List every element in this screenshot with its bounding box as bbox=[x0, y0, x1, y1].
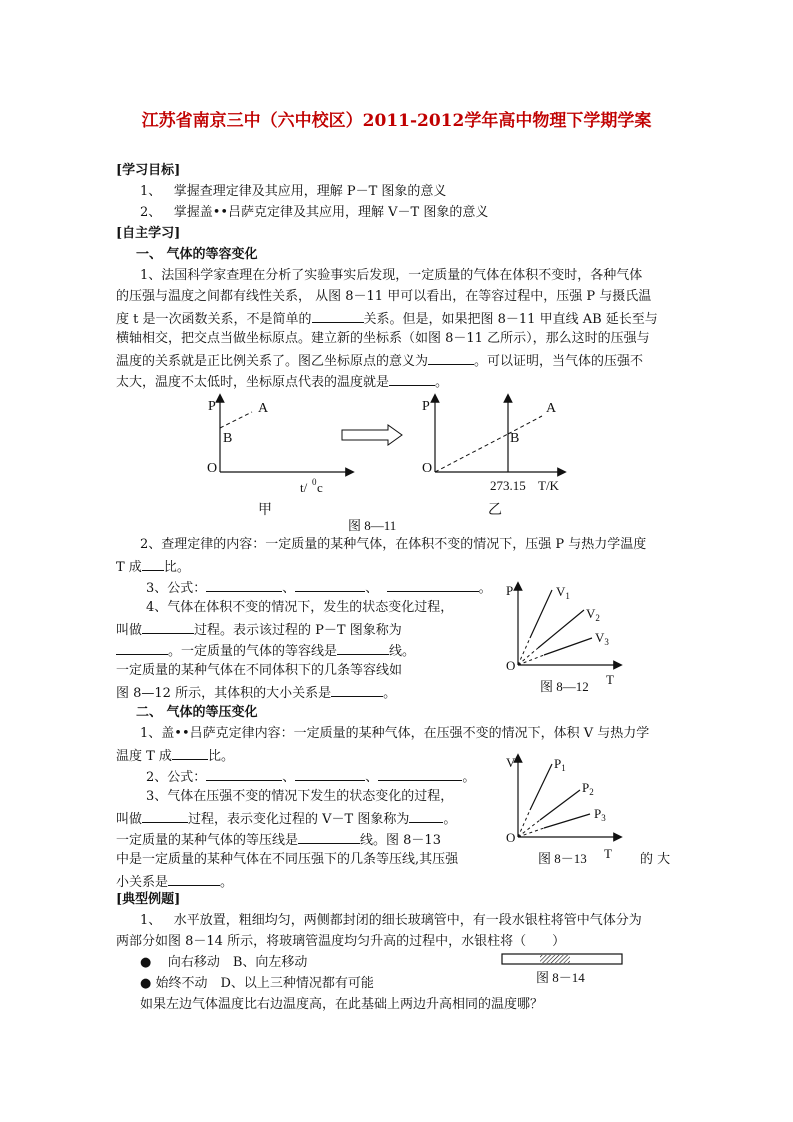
fig812-v2-line bbox=[538, 610, 584, 648]
part1-heading: 一、 气体的等容变化 bbox=[136, 247, 258, 262]
fig812-v1-dash bbox=[518, 638, 530, 665]
blank[interactable] bbox=[206, 766, 282, 781]
part1-p2-line2: T 成 比。 bbox=[116, 556, 190, 577]
fig813-p3-label: $P_3$ bbox=[594, 806, 606, 823]
blank[interactable] bbox=[172, 745, 208, 760]
goal-2: 2、 掌握盖••吕萨克定律及其应用，理解 V－T 图象的意义 bbox=[140, 205, 489, 220]
fig811-yi-x-label: T/K bbox=[538, 478, 559, 493]
blank[interactable] bbox=[295, 766, 365, 781]
example1-followup: 如果左边气体温度比右边温度高，在此基础上两边升高相同的温度哪？ bbox=[140, 997, 544, 1012]
blank[interactable] bbox=[387, 577, 479, 592]
fig813-origin: O bbox=[506, 830, 516, 845]
blank[interactable] bbox=[295, 577, 365, 592]
part2-p3-line2: 叫做 过程，表示变化过程的 V－T 图象称为 。 bbox=[116, 808, 456, 829]
blank[interactable] bbox=[116, 640, 168, 655]
fig811-yi-tick: 273.15 bbox=[490, 478, 526, 493]
page-title: 江苏省南京三中（六中校区）2011-2012学年高中物理下学期学案 bbox=[141, 111, 652, 131]
fig811-jia-x-sup: 0 bbox=[312, 477, 317, 487]
blank[interactable] bbox=[389, 371, 435, 386]
fig814-mercury bbox=[540, 955, 570, 963]
goal-1: 1、 掌握查理定律及其应用，理解 P－T 图象的意义 bbox=[140, 184, 447, 199]
blank[interactable] bbox=[142, 619, 194, 634]
fig813-v-label: V bbox=[506, 755, 516, 770]
fig811-jia-x-label: t/ bbox=[300, 480, 308, 495]
section-examples: [典型例题] bbox=[116, 892, 181, 907]
fig811-caption: 图 8—11 bbox=[348, 518, 397, 532]
part1-p1-line6: 太大，温度不太低时，坐标原点代表的温度就是 。 bbox=[116, 371, 448, 392]
blank[interactable] bbox=[428, 350, 474, 365]
fig813-p3-line bbox=[544, 814, 590, 828]
fig811-jia-origin: O bbox=[207, 461, 218, 476]
blank[interactable] bbox=[142, 556, 164, 571]
fig813-caption: 图 8－13 bbox=[538, 851, 587, 866]
blank[interactable] bbox=[142, 808, 188, 823]
example1-line1: 1、 水平放置，粗细均匀，两侧都封闭的细长玻璃管中，有一段水银柱将管中气体分为 bbox=[140, 913, 642, 928]
fig813-p2-dash bbox=[518, 820, 540, 837]
fig812-v1-label: $V_1$ bbox=[556, 584, 570, 601]
blank[interactable] bbox=[168, 871, 220, 886]
fig811-yi-label: 乙 bbox=[488, 503, 502, 518]
figure-8-14 bbox=[500, 950, 626, 990]
fig812-v1-line bbox=[530, 590, 552, 638]
fig811-jia-label: 甲 bbox=[258, 503, 272, 518]
fig811-yi-b-label: B bbox=[510, 431, 520, 446]
figure-8-13 bbox=[500, 752, 630, 867]
fig812-v3-label: $V_3$ bbox=[595, 630, 609, 647]
part1-p4-line1: 4、气体在体积不变的情况下，发生的状态变化过程， bbox=[146, 600, 454, 615]
example1-line2: 两部分如图 8－14 所示，将玻璃管温度均匀升高的过程中，水银柱将（ ） bbox=[116, 934, 566, 949]
part1-p4-line5: 图 8—12 所示，其体积的大小关系是 。 bbox=[116, 682, 396, 703]
fig812-v2-label: $V_2$ bbox=[586, 606, 600, 623]
fig813-p1-line bbox=[530, 764, 552, 810]
part2-p3-line3: 一定质量的某种气体的等压线是 线。图 8－13 bbox=[116, 829, 441, 850]
part2-p3-line1: 3、气体在压强不变的情况下发生的状态变化的过程， bbox=[146, 789, 454, 804]
section-self-study: [自主学习] bbox=[116, 226, 181, 241]
figure-8-12 bbox=[500, 580, 630, 695]
fig811-jia-b-label: B bbox=[223, 431, 233, 446]
fig811-jia-line bbox=[220, 412, 252, 428]
section-goals: [学习目标] bbox=[116, 163, 181, 178]
fig812-p-label: P bbox=[506, 583, 514, 598]
part1-p1-line5: 温度的关系就是正比例关系了。图乙坐标原点的意义为 。可以证明，当气体的压强不 bbox=[116, 350, 643, 371]
fig811-jia-p-label: P bbox=[208, 399, 216, 414]
part1-p1-line2: 的压强与温度之间都有线性关系， 从图 8－11 甲可以看出，在等容过程中，压强 P 与摄氏温 bbox=[116, 289, 652, 304]
blank[interactable] bbox=[409, 808, 443, 823]
part1-p4-line2: 叫做 过程。表示该过程的 P－T 图象称为 bbox=[116, 619, 402, 640]
part2-heading: 二、 气体的等压变化 bbox=[136, 705, 258, 720]
part1-p2-line1: 2、查理定律的内容：一定质量的某种气体，在体积不变的情况下，压强 P 与热力学温度 bbox=[140, 537, 647, 552]
fig813-p1-label: $P_1$ bbox=[554, 756, 566, 773]
blank[interactable] bbox=[378, 766, 462, 781]
part2-p2-formula: 2、公式： 、 、 。 bbox=[146, 766, 475, 787]
part1-p1-line3: 度 t 是一次函数关系，不是简单的 关系。但是，如果把图 8－11 甲直线 AB 延长至与 bbox=[116, 308, 658, 329]
blank[interactable] bbox=[312, 308, 364, 323]
fig812-t-label: T bbox=[606, 672, 614, 687]
fig811-yi-a-label: A bbox=[546, 401, 557, 416]
part1-p3-formula: 3、公式： 、 、 。 bbox=[146, 577, 492, 598]
fig812-caption: 图 8—12 bbox=[540, 679, 589, 694]
part2-p1-line1: 1、盖••吕萨克定律内容：一定质量的某种气体，在压强不变的情况下，体积 V 与热力学 bbox=[140, 726, 650, 741]
fig814-caption: 图 8－14 bbox=[536, 970, 585, 985]
part2-p1-line2: 温度 T 成 比。 bbox=[116, 745, 234, 766]
part2-p3-line4-tail: 的 大 bbox=[640, 852, 671, 867]
blank[interactable] bbox=[206, 577, 282, 592]
part2-p3-line4: 中是一定质量的某种气体在不同压强下的几条等压线,其压强 bbox=[116, 852, 459, 867]
example1-option-cd: ● 始终不动 D、以上三种情况都有可能 bbox=[140, 976, 374, 991]
fig812-v3-line bbox=[544, 638, 592, 655]
blank[interactable] bbox=[298, 829, 360, 844]
fig811-yi-p-label: P bbox=[422, 399, 430, 414]
part2-p3-line5: 小关系是 。 bbox=[116, 871, 233, 892]
fig811-jia-x-unit: c bbox=[317, 480, 323, 495]
figure-8-11 bbox=[190, 392, 610, 532]
fig812-v2-dash bbox=[518, 648, 538, 665]
part1-p4-line3: 。一定质量的气体的等容线是 线。 bbox=[116, 640, 415, 661]
fig813-p2-line bbox=[540, 790, 580, 820]
fig813-t-label: T bbox=[604, 846, 612, 861]
blank[interactable] bbox=[337, 640, 389, 655]
fig811-yi-origin: O bbox=[422, 461, 433, 476]
part1-p1-line4: 横轴相交，把交点当做坐标原点。建立新的坐标系（如图 8－11 乙所示），那么这时的压强与 bbox=[116, 331, 650, 346]
fig811-yi-extension bbox=[435, 434, 508, 472]
part1-p1-line1: 1、法国科学家查理在分析了实验事实后发现，一定质量的气体在体积不变时，各种气体 bbox=[140, 268, 643, 283]
blank[interactable] bbox=[331, 682, 383, 697]
fig811-transform-arrow bbox=[342, 425, 402, 445]
fig812-v3-dash bbox=[518, 655, 544, 665]
fig811-jia-a-label: A bbox=[258, 401, 269, 416]
example1-option-ab: ● 向右移动 B、向左移动 bbox=[140, 955, 308, 970]
fig812-origin: O bbox=[506, 658, 516, 673]
fig813-p2-label: $P_2$ bbox=[582, 780, 594, 797]
part1-p4-line4: 一定质量的某种气体在不同体积下的几条等容线如 bbox=[116, 663, 403, 678]
